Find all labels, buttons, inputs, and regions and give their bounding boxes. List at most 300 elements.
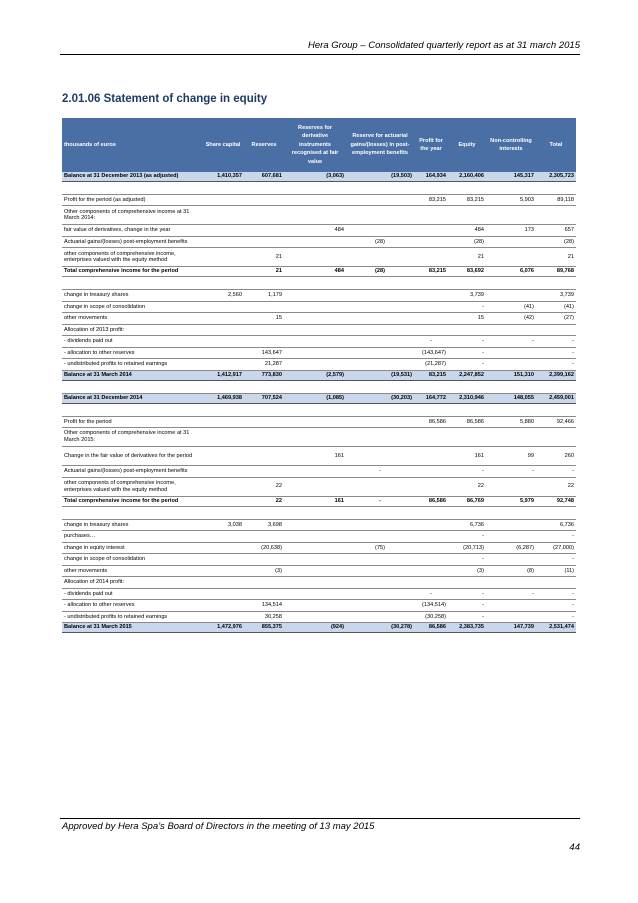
cell-value: - [448, 301, 486, 313]
cell-value: 2,247,852 [448, 370, 486, 380]
cell-value [414, 206, 448, 225]
cell-value [346, 531, 414, 543]
cell-value [414, 447, 448, 466]
row-label: Change in the fair value of derivatives for the period [62, 447, 202, 466]
cell-value [284, 248, 346, 267]
cell-value [346, 225, 414, 237]
cell-value [202, 428, 244, 447]
cell-value: (3) [448, 565, 486, 577]
cell-value [202, 565, 244, 577]
table-row [62, 206, 576, 225]
cell-value: 855,375 [244, 623, 284, 633]
row-label: - allocation to other reserves [62, 600, 202, 612]
footer-approval-note: Approved by Hera Spa’s Board of Directors in the meeting of 13 may 2015 [62, 821, 375, 832]
cell-value [202, 267, 244, 277]
table-row [62, 301, 576, 313]
cell-value [202, 181, 244, 194]
cell-value: (11) [536, 565, 576, 577]
row-label: - allocation to other reserves [62, 347, 202, 359]
cell-value: 22 [244, 496, 284, 506]
cell-value [202, 277, 244, 290]
cell-value [414, 277, 448, 290]
table-row [62, 236, 576, 248]
footer-divider [60, 818, 580, 819]
row-label: Balance at 31 December 2014 [62, 393, 202, 403]
cell-value [346, 611, 414, 623]
row-label [62, 506, 202, 519]
cell-value: 86,586 [414, 416, 448, 428]
cell-value [346, 565, 414, 577]
table-row [62, 565, 576, 577]
cell-value [202, 577, 244, 589]
table-row [62, 290, 576, 302]
cell-value [244, 531, 284, 543]
row-label: - undistributed profits to retained earnings [62, 611, 202, 623]
cell-value: (19,531) [346, 370, 414, 380]
cell-value [414, 380, 448, 393]
section-title: 2.01.06 Statement of change in equity [62, 93, 268, 105]
row-label: Balance at 31 March 2015 [62, 623, 202, 633]
cell-value: 2,160,406 [448, 172, 486, 181]
row-label: change in scope of consolidation [62, 554, 202, 566]
cell-value: 484 [448, 225, 486, 237]
cell-value [346, 447, 414, 466]
cell-value: (19,503) [346, 172, 414, 181]
cell-value [244, 466, 284, 478]
row-label: Actuarial gains/(losses) post-employment benefits [62, 466, 202, 478]
row-label: Profit for the period [62, 416, 202, 428]
cell-value [284, 359, 346, 371]
cell-value: - [448, 600, 486, 612]
cell-value: 86,586 [414, 496, 448, 506]
cell-value [202, 347, 244, 359]
cell-value [536, 380, 576, 393]
cell-value [486, 611, 536, 623]
cell-value: 161 [284, 447, 346, 466]
row-label: other components of comprehensive income, enterprises valued with the equity method [62, 477, 202, 496]
page-number: 44 [569, 842, 580, 853]
cell-value: (20,713) [448, 542, 486, 554]
cell-value: (134,514) [414, 600, 448, 612]
cell-value [284, 194, 346, 206]
cell-value: (3,063) [284, 172, 346, 181]
cell-value [346, 290, 414, 302]
cell-value [346, 416, 414, 428]
cell-value: 134,514 [244, 600, 284, 612]
cell-value [346, 313, 414, 325]
row-label: Other components of comprehensive income at 31 March 2014: [62, 206, 202, 225]
cell-value [244, 301, 284, 313]
cell-value [284, 542, 346, 554]
row-label: change in treasury shares [62, 290, 202, 302]
row-label: Allocation of 2014 profit: [62, 577, 202, 589]
cell-value [346, 206, 414, 225]
cell-value [202, 194, 244, 206]
cell-value: (28) [346, 267, 414, 277]
cell-value [284, 554, 346, 566]
cell-value: 5,880 [486, 416, 536, 428]
cell-value [414, 225, 448, 237]
table-row [62, 588, 576, 600]
cell-value [284, 301, 346, 313]
cell-value [346, 506, 414, 519]
cell-value [202, 588, 244, 600]
cell-value [448, 181, 486, 194]
cell-value: 2,383,735 [448, 623, 486, 633]
cell-value [448, 277, 486, 290]
table-row [62, 347, 576, 359]
cell-value [486, 290, 536, 302]
cell-value [284, 336, 346, 348]
cell-value: 15 [244, 313, 284, 325]
cell-value [244, 206, 284, 225]
cell-value [448, 206, 486, 225]
spacer-row [62, 181, 576, 194]
cell-value: 2,459,001 [536, 393, 576, 403]
cell-value [284, 416, 346, 428]
row-label: Other components of comprehensive income at 31 March 2015: [62, 428, 202, 447]
cell-value [202, 336, 244, 348]
total-row [62, 496, 576, 506]
cell-value [284, 466, 346, 478]
cell-value [536, 506, 576, 519]
cell-value [346, 347, 414, 359]
cell-value: 145,317 [486, 172, 536, 181]
cell-value: - [536, 600, 576, 612]
cell-value [244, 416, 284, 428]
cell-value: 260 [536, 447, 576, 466]
row-label [62, 277, 202, 290]
cell-value: - [448, 359, 486, 371]
cell-value: 86,586 [448, 416, 486, 428]
cell-value: 3,739 [448, 290, 486, 302]
cell-value: - [486, 588, 536, 600]
row-label: - dividends paid out [62, 588, 202, 600]
column-header: Reserve for actuarial gains/(losses) in post-employment benefits [346, 118, 414, 172]
cell-value [244, 403, 284, 416]
cell-value [346, 600, 414, 612]
cell-value: 1,469,938 [202, 393, 244, 403]
cell-value [486, 324, 536, 336]
cell-value [448, 403, 486, 416]
cell-value [536, 577, 576, 589]
cell-value [346, 577, 414, 589]
table-row [62, 611, 576, 623]
cell-value: 2,305,723 [536, 172, 576, 181]
balance-row [62, 393, 576, 403]
cell-value: - [448, 588, 486, 600]
cell-value [536, 428, 576, 447]
cell-value [414, 577, 448, 589]
cell-value: 161 [448, 447, 486, 466]
cell-value [414, 290, 448, 302]
table-header-row [62, 118, 576, 172]
cell-value: - [346, 496, 414, 506]
cell-value [536, 403, 576, 416]
cell-value [486, 600, 536, 612]
cell-value: (28) [536, 236, 576, 248]
cell-value: 5,979 [486, 496, 536, 506]
report-header-title: Hera Group – Consolidated quarterly report as at 31 march 2015 [308, 40, 580, 51]
cell-value [202, 380, 244, 393]
cell-value [202, 600, 244, 612]
cell-value [284, 181, 346, 194]
cell-value: (924) [284, 623, 346, 633]
table-row [62, 600, 576, 612]
cell-value [346, 380, 414, 393]
cell-value: 1,472,976 [202, 623, 244, 633]
cell-value [414, 181, 448, 194]
balance-row [62, 623, 576, 633]
cell-value [202, 447, 244, 466]
cell-value: 484 [284, 267, 346, 277]
cell-value [284, 611, 346, 623]
cell-value: 22 [244, 477, 284, 496]
row-label: other components of comprehensive income, enterprises valued with the equity method [62, 248, 202, 267]
row-label [62, 380, 202, 393]
row-label: other movements [62, 565, 202, 577]
cell-value: 773,830 [244, 370, 284, 380]
cell-value [284, 428, 346, 447]
spacer-row [62, 403, 576, 416]
cell-value [346, 588, 414, 600]
cell-value [244, 194, 284, 206]
row-label: Balance at 31 December 2013 (as adjusted) [62, 172, 202, 181]
cell-value: 2,560 [202, 290, 244, 302]
cell-value: (1,085) [284, 393, 346, 403]
cell-value [414, 248, 448, 267]
cell-value: 6,076 [486, 267, 536, 277]
cell-value: 151,310 [486, 370, 536, 380]
cell-value [414, 477, 448, 496]
table-row [62, 447, 576, 466]
cell-value [202, 496, 244, 506]
table-row [62, 477, 576, 496]
cell-value [346, 428, 414, 447]
cell-value [284, 600, 346, 612]
cell-value: 3,739 [536, 290, 576, 302]
column-header: thousands of euros [62, 118, 202, 172]
cell-value: - [536, 359, 576, 371]
cell-value: 147,739 [486, 623, 536, 633]
cell-value: (3) [244, 565, 284, 577]
table-row [62, 531, 576, 543]
cell-value: - [448, 466, 486, 478]
cell-value: 21 [448, 248, 486, 267]
cell-value [244, 181, 284, 194]
cell-value [284, 519, 346, 531]
row-label: fair value of derivatives, change in the year [62, 225, 202, 237]
cell-value [414, 531, 448, 543]
cell-value: 22 [448, 477, 486, 496]
cell-value [448, 428, 486, 447]
cell-value: 15 [448, 313, 486, 325]
cell-value [202, 542, 244, 554]
cell-value: - [536, 554, 576, 566]
row-label [62, 181, 202, 194]
table-row [62, 225, 576, 237]
cell-value [414, 542, 448, 554]
cell-value [284, 347, 346, 359]
cell-value [536, 277, 576, 290]
cell-value [284, 290, 346, 302]
column-header: Reserves for derivative instruments recognised at fair value [284, 118, 346, 172]
cell-value [202, 506, 244, 519]
cell-value: 21 [244, 248, 284, 267]
table-row [62, 248, 576, 267]
cell-value: - [536, 466, 576, 478]
cell-value [244, 428, 284, 447]
cell-value: - [448, 611, 486, 623]
cell-value [244, 277, 284, 290]
table-row [62, 577, 576, 589]
cell-value: (6,287) [486, 542, 536, 554]
cell-value: 83,692 [448, 267, 486, 277]
cell-value [284, 313, 346, 325]
cell-value [284, 206, 346, 225]
row-label: Balance at 31 March 2014 [62, 370, 202, 380]
cell-value [346, 181, 414, 194]
cell-value [486, 577, 536, 589]
row-label: purchases… [62, 531, 202, 543]
cell-value [202, 554, 244, 566]
cell-value [486, 380, 536, 393]
row-label: Total comprehensive income for the period [62, 267, 202, 277]
cell-value [346, 301, 414, 313]
cell-value [284, 588, 346, 600]
cell-value: 83,215 [414, 194, 448, 206]
cell-value [202, 225, 244, 237]
cell-value [414, 506, 448, 519]
cell-value: - [448, 347, 486, 359]
cell-value: 707,524 [244, 393, 284, 403]
cell-value [244, 324, 284, 336]
table-row [62, 324, 576, 336]
cell-value [486, 248, 536, 267]
cell-value [244, 577, 284, 589]
cell-value: 83,215 [414, 267, 448, 277]
cell-value: 1,412,917 [202, 370, 244, 380]
cell-value: (41) [486, 301, 536, 313]
cell-value: - [536, 588, 576, 600]
table-row [62, 416, 576, 428]
cell-value: 3,698 [244, 519, 284, 531]
cell-value: 2,399,162 [536, 370, 576, 380]
cell-value: (2,579) [284, 370, 346, 380]
row-label: change in scope of consolidation [62, 301, 202, 313]
cell-value [284, 565, 346, 577]
cell-value: 2,531,474 [536, 623, 576, 633]
total-row [62, 267, 576, 277]
cell-value: 89,768 [536, 267, 576, 277]
cell-value: - [486, 466, 536, 478]
cell-value [202, 477, 244, 496]
balance-row [62, 370, 576, 380]
cell-value: 92,466 [536, 416, 576, 428]
cell-value: - [448, 554, 486, 566]
cell-value [284, 277, 346, 290]
cell-value [284, 380, 346, 393]
cell-value: 2,310,946 [448, 393, 486, 403]
equity-table-container [62, 118, 576, 633]
cell-value: 86,586 [414, 623, 448, 633]
cell-value [486, 347, 536, 359]
cell-value: - [486, 336, 536, 348]
cell-value: 83,215 [448, 194, 486, 206]
row-label: - dividends paid out [62, 336, 202, 348]
cell-value: 657 [536, 225, 576, 237]
cell-value [346, 359, 414, 371]
cell-value: 6,736 [448, 519, 486, 531]
row-label: Total comprehensive income for the period [62, 496, 202, 506]
cell-value: 21 [244, 267, 284, 277]
cell-value: 173 [486, 225, 536, 237]
cell-value [486, 477, 536, 496]
cell-value [346, 554, 414, 566]
cell-value: (30,203) [346, 393, 414, 403]
table-row [62, 519, 576, 531]
cell-value: 148,055 [486, 393, 536, 403]
cell-value: 86,769 [448, 496, 486, 506]
spacer-row [62, 277, 576, 290]
spacer-row [62, 506, 576, 519]
cell-value [284, 324, 346, 336]
cell-value [414, 565, 448, 577]
cell-value: - [448, 531, 486, 543]
cell-value: 89,118 [536, 194, 576, 206]
cell-value [414, 466, 448, 478]
cell-value [486, 531, 536, 543]
table-row [62, 313, 576, 325]
cell-value [202, 403, 244, 416]
row-label: change in treasury shares [62, 519, 202, 531]
header-divider [60, 54, 580, 55]
cell-value [414, 428, 448, 447]
column-header: Equity [448, 118, 486, 172]
cell-value [346, 403, 414, 416]
cell-value [244, 447, 284, 466]
cell-value [536, 206, 576, 225]
cell-value: 5,903 [486, 194, 536, 206]
cell-value [202, 236, 244, 248]
table-body [62, 172, 576, 633]
cell-value: (27,000) [536, 542, 576, 554]
cell-value: 21 [536, 248, 576, 267]
cell-value [414, 236, 448, 248]
cell-value [202, 531, 244, 543]
cell-value: 1,410,357 [202, 172, 244, 181]
cell-value [202, 611, 244, 623]
cell-value: - [414, 336, 448, 348]
cell-value [448, 324, 486, 336]
table-row [62, 428, 576, 447]
cell-value: - [414, 588, 448, 600]
cell-value [346, 477, 414, 496]
cell-value [244, 380, 284, 393]
cell-value [414, 519, 448, 531]
cell-value [414, 324, 448, 336]
column-header: Profit for the year [414, 118, 448, 172]
row-label: - undistributed profits to retained earnings [62, 359, 202, 371]
column-header: Total [536, 118, 576, 172]
cell-value [284, 506, 346, 519]
cell-value: 1,179 [244, 290, 284, 302]
row-label: Profit for the period (as adjusted) [62, 194, 202, 206]
cell-value [346, 519, 414, 531]
cell-value: (28) [346, 236, 414, 248]
cell-value: - [536, 611, 576, 623]
cell-value: (42) [486, 313, 536, 325]
